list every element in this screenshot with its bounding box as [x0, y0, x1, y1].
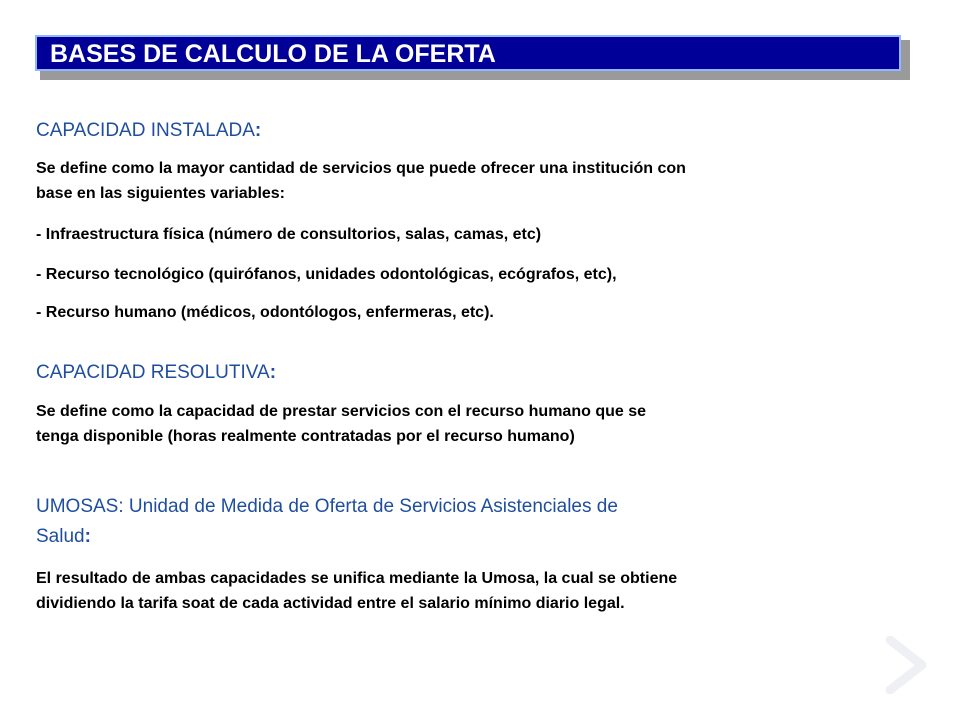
- umosas-line2: dividiendo la tarifa soat de cada actividad entre el salario mínimo diario legal.: [36, 595, 625, 612]
- capacidad-resolutiva-line1: Se define como la capacidad de prestar servicios con el recurso humano que se: [36, 403, 646, 420]
- heading-colon: :: [254, 120, 262, 141]
- heading-text: Salud: [36, 526, 85, 547]
- heading-text: CAPACIDAD INSTALADA: [36, 120, 255, 141]
- list-item-infraestructura: - Infraestructura física (número de consultorios, salas, camas, etc): [36, 226, 542, 243]
- heading-colon: :: [84, 526, 91, 547]
- title-bar: [35, 35, 901, 71]
- heading-capacidad-resolutiva: [36, 360, 276, 386]
- list-item-recurso-humano: - Recurso humano (médicos, odontólogos, enfermeras, etc).: [36, 304, 494, 321]
- capacidad-resolutiva-line2: tenga disponible (horas realmente contratadas por el recurso humano): [36, 428, 575, 445]
- capacidad-instalada-intro-line2: base en las siguientes variables:: [36, 185, 286, 202]
- list-item-recurso-tecnologico: - Recurso tecnológico (quirófanos, unidades odontológicas, ecógrafos, etc),: [36, 266, 617, 283]
- umosas-line1: El resultado de ambas capacidades se unifica mediante la Umosa, la cual se obtiene: [36, 570, 678, 587]
- capacidad-instalada-intro-line1: Se define como la mayor cantidad de servicios que puede ofrecer una institución con: [36, 160, 686, 177]
- heading-capacidad-instalada: [36, 118, 261, 144]
- page-title: BASES DE CALCULO DE LA OFERTA: [50, 40, 496, 68]
- heading-umosas-line1: UMOSAS: Unidad de Medida de Oferta de Servicios Asistenciales de: [36, 496, 618, 517]
- chevron-right-icon[interactable]: [880, 636, 930, 694]
- heading-umosas-line2: [36, 524, 91, 550]
- heading-text: CAPACIDAD RESOLUTIVA: [36, 362, 270, 383]
- heading-colon: :: [269, 362, 277, 383]
